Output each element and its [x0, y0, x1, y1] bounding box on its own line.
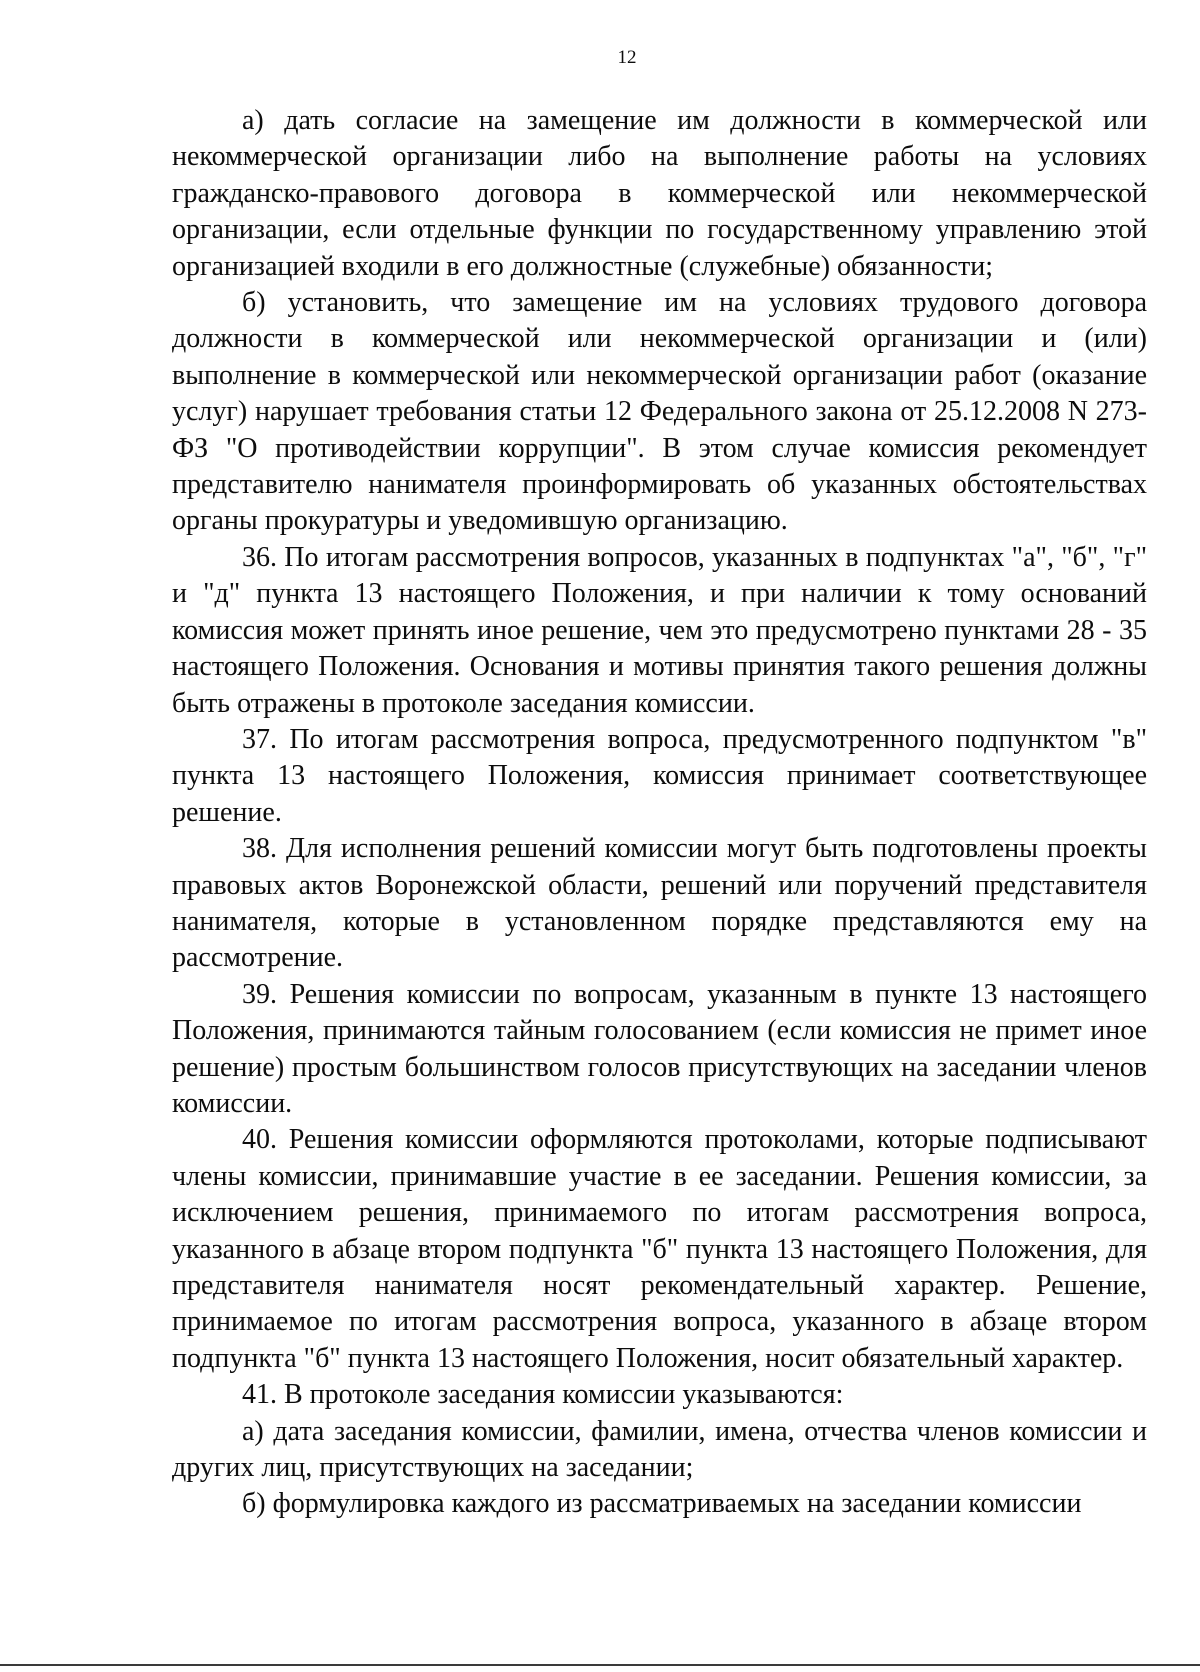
paragraph-40: 40. Решения комиссии оформляются протоколами, которые подписывают члены комиссии, принимавшие участие в ее заседании. Решения комиссии, за исключением решения, принимаемого по итогам рассмотрения вопроса, указанного в абзаце втором подпункта "б" пункта 13 настоящего Положения, для представителя нанимателя носят рекомендательный характер. Решение, принимаемое по итогам рассмотрения вопроса, указанного в абзаце втором подпункта "б" пункта 13 настоящего Положения, носит обязательный характер.: [172, 1124, 1147, 1374]
page-number: 12: [617, 47, 637, 68]
paragraph-b-violation: б) установить, что замещение им на условиях трудового договора должности в коммерческой или некоммерческой организации и (или) выполнение в коммерческой или некоммерческой организации работ (оказание услуг) нарушает требования статьи 12 Федерального закона от 25.12.2008 N 273-ФЗ "О противодействии коррупции". В этом случае комиссия рекомендует представителю нанимателя проинформировать об указанных обстоятельствах органы прокуратуры и уведомившую организацию.: [172, 287, 1147, 537]
paragraph-41: 41. В протоколе заседания комиссии указываются:: [242, 1379, 844, 1411]
paragraph-36: 36. По итогам рассмотрения вопросов, указанных в подпунктах "а", "б", "г" и "д" пункта 13 настоящего Положения, и при наличии к тому оснований комиссия может принять иное решение, чем это предусмотрено пунктами 28 - 35 настоящего Положения. Основания и мотивы принятия такого решения должны быть отражены в протоколе заседания комиссии.: [172, 541, 1147, 719]
document-body: [172, 103, 1147, 1523]
paragraph-39: 39. Решения комиссии по вопросам, указанным в пункте 13 настоящего Положения, принимаются тайным голосованием (если комиссия не примет иное решение) простым большинством голосов присутствующих на заседании членов комиссии.: [172, 978, 1147, 1119]
paragraph-41-a: а) дата заседания комиссии, фамилии, имена, отчества членов комиссии и других лиц, присутствующих на заседании;: [172, 1415, 1147, 1484]
paragraph-37: 37. По итогам рассмотрения вопроса, предусмотренного подпунктом "в" пункта 13 настоящего Положения, комиссия принимает соответствующее решение.: [172, 723, 1147, 828]
paragraph-41-b: б) формулировка каждого из рассматриваемых на заседании комиссии: [242, 1488, 1082, 1520]
paragraph-38: 38. Для исполнения решений комиссии могут быть подготовлены проекты правовых актов Воронежской области, решений или поручений представителя нанимателя, которые в установленном порядке представляются ему на рассмотрение.: [172, 833, 1147, 974]
paragraph-a-consent: а) дать согласие на замещение им должности в коммерческой или некоммерческой организации либо на выполнение работы на условиях гражданско-правового договора в коммерческой или некоммерческой организации, если отдельные функции по государственному управлению этой организацией входили в его должностные (служебные) обязанности;: [172, 105, 1147, 282]
page-bottom-rule: [0, 1664, 1200, 1666]
